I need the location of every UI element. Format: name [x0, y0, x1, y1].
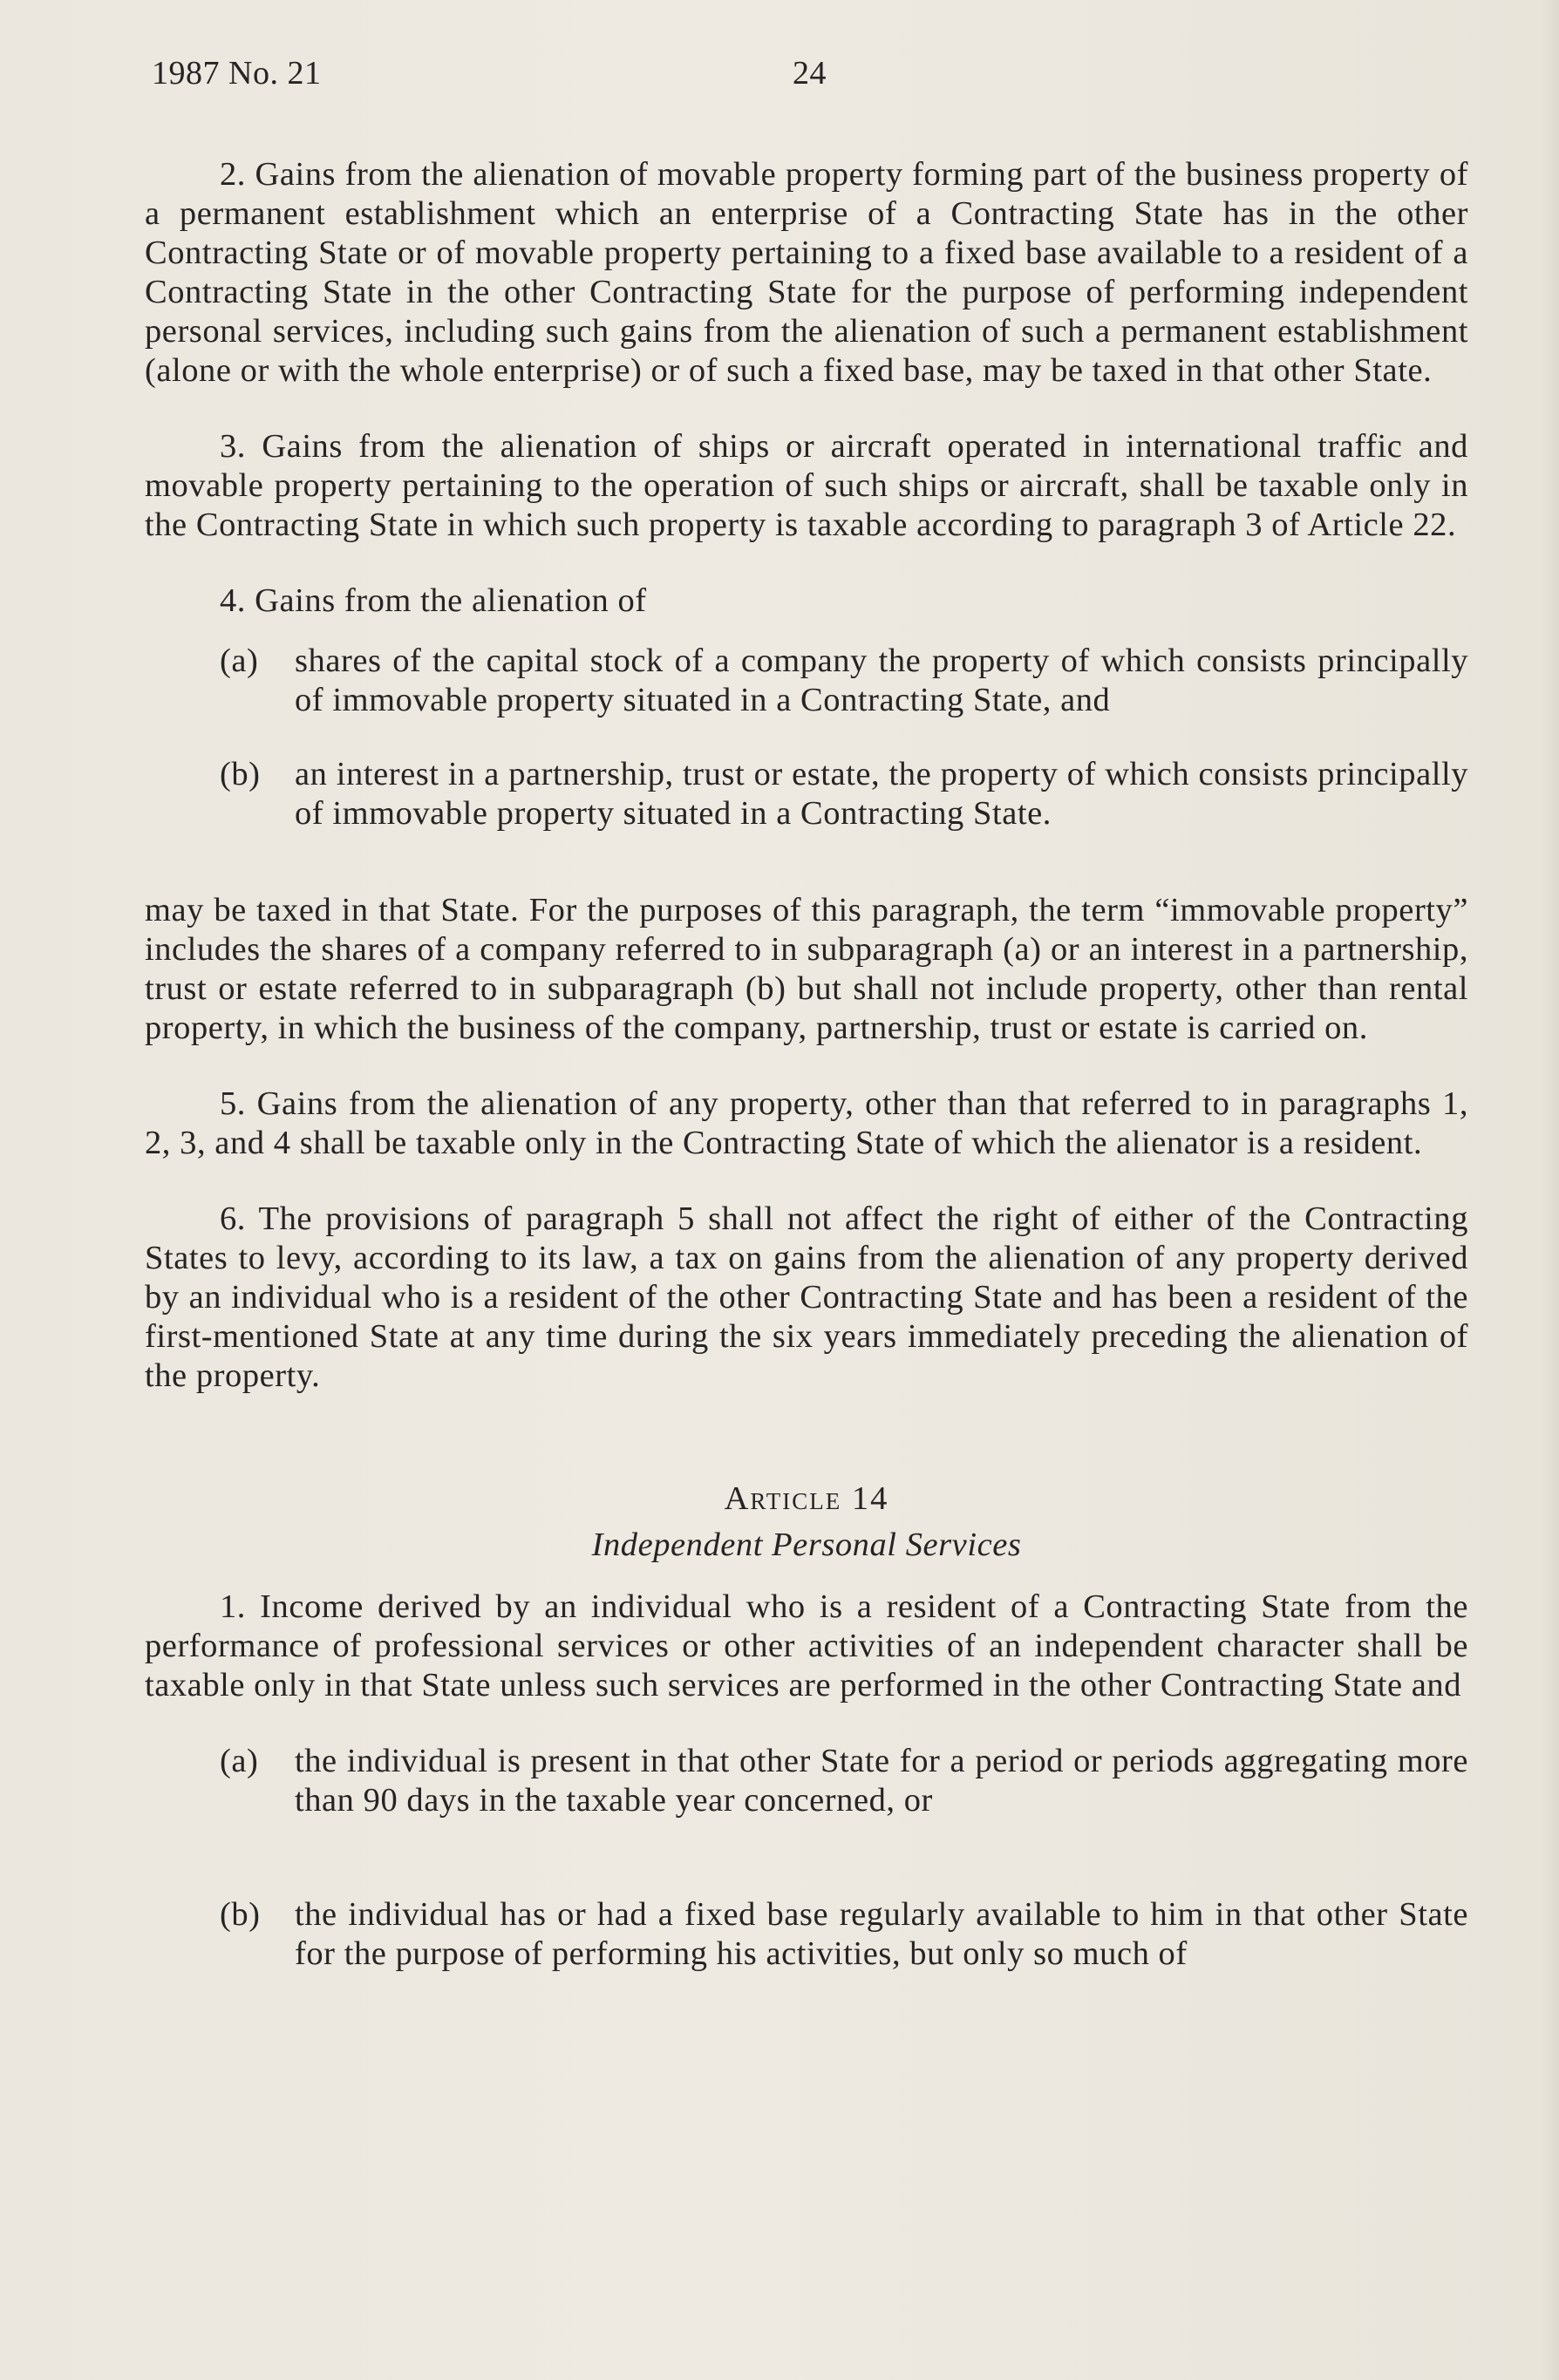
paragraph-4-intro: 4. Gains from the alienation of	[220, 582, 647, 619]
subparagraph-text: shares of the capital stock of a company the property of which consists principally of immovable property situated in a Contracting State, and	[295, 643, 1468, 718]
subparagraph-14b	[145, 1895, 1468, 1974]
page-header	[152, 54, 1477, 98]
subparagraph-14a	[145, 1742, 1468, 1820]
page-edge-shadow	[1542, 0, 1559, 2380]
paragraph-6: 6. The provisions of paragraph 5 shall not affect the right of either of the Contracting States to levy, according to its law, a tax on gains from the alienation of any property derived by an individual who is a resident of the other Contracting State and has been a resident of the first-mentioned State at any time during the six years immediately preceding the alienation of the property.	[145, 1200, 1468, 1394]
subparagraph-label: (b)	[220, 756, 261, 792]
subparagraph-4b	[145, 755, 1468, 833]
page-number: 24	[793, 55, 827, 92]
paragraph-3: 3. Gains from the alienation of ships or aircraft operated in international traffic and movable property pertaining to the operation of such ships or aircraft, shall be taxable only in the Contracting State in which such property is taxable according to paragraph 3 of Article 22.	[145, 428, 1468, 543]
article-title: Independent Personal Services	[591, 1527, 1022, 1563]
subparagraph-text: the individual has or had a fixed base regularly available to him in that other State for the purpose of performing his activities, but only so much of	[295, 1896, 1468, 1972]
header-citation: 1987 No. 21	[152, 55, 322, 92]
article-14-paragraph-1: 1. Income derived by an individual who is a resident of a Contracting State from the performance of professional services or other activities of an independent character shall be taxable only in that State unless such services are performed in the other Contracting State and	[145, 1588, 1468, 1703]
subparagraph-label: (a)	[220, 1743, 259, 1779]
subparagraph-text: an interest in a partnership, trust or estate, the property of which consists principally of immovable property situated in a Contracting State.	[295, 756, 1468, 832]
page-body	[145, 155, 1468, 2009]
subparagraph-text: the individual is present in that other State for a period or periods aggregating more than 90 days in the taxable year concerned, or	[295, 1743, 1468, 1819]
subparagraph-label: (a)	[220, 643, 259, 679]
subparagraph-label: (b)	[220, 1896, 261, 1933]
paragraph-4-close: may be taxed in that State. For the purposes of this paragraph, the term “immovable property” includes the shares of a company referred to in subparagraph (a) or an interest in a partnership, trust or estate referred to in subparagraph (b) but shall not include property, other than rental property, in which the business of the company, partnership, trust or estate is carried on.	[145, 892, 1468, 1046]
article-heading: Article 14	[724, 1480, 889, 1517]
subparagraph-4a	[145, 642, 1468, 720]
paragraph-5: 5. Gains from the alienation of any property, other than that referred to in paragraphs 1, 2, 3, and 4 shall be taxable only in the Contracting State of which the alienator is a resident.	[145, 1085, 1468, 1161]
paragraph-2: 2. Gains from the alienation of movable property forming part of the business property of a permanent establishment which an enterprise of a Contracting State has in the other Contracting State or of movable property pertaining to a fixed base available to a resident of a Contracting State in the other Contracting State for the purpose of performing independent personal services, including such gains from the alienation of such a permanent establishment (alone or with the whole enterprise) or of such a fixed base, may be taxed in that other State.	[145, 156, 1468, 389]
